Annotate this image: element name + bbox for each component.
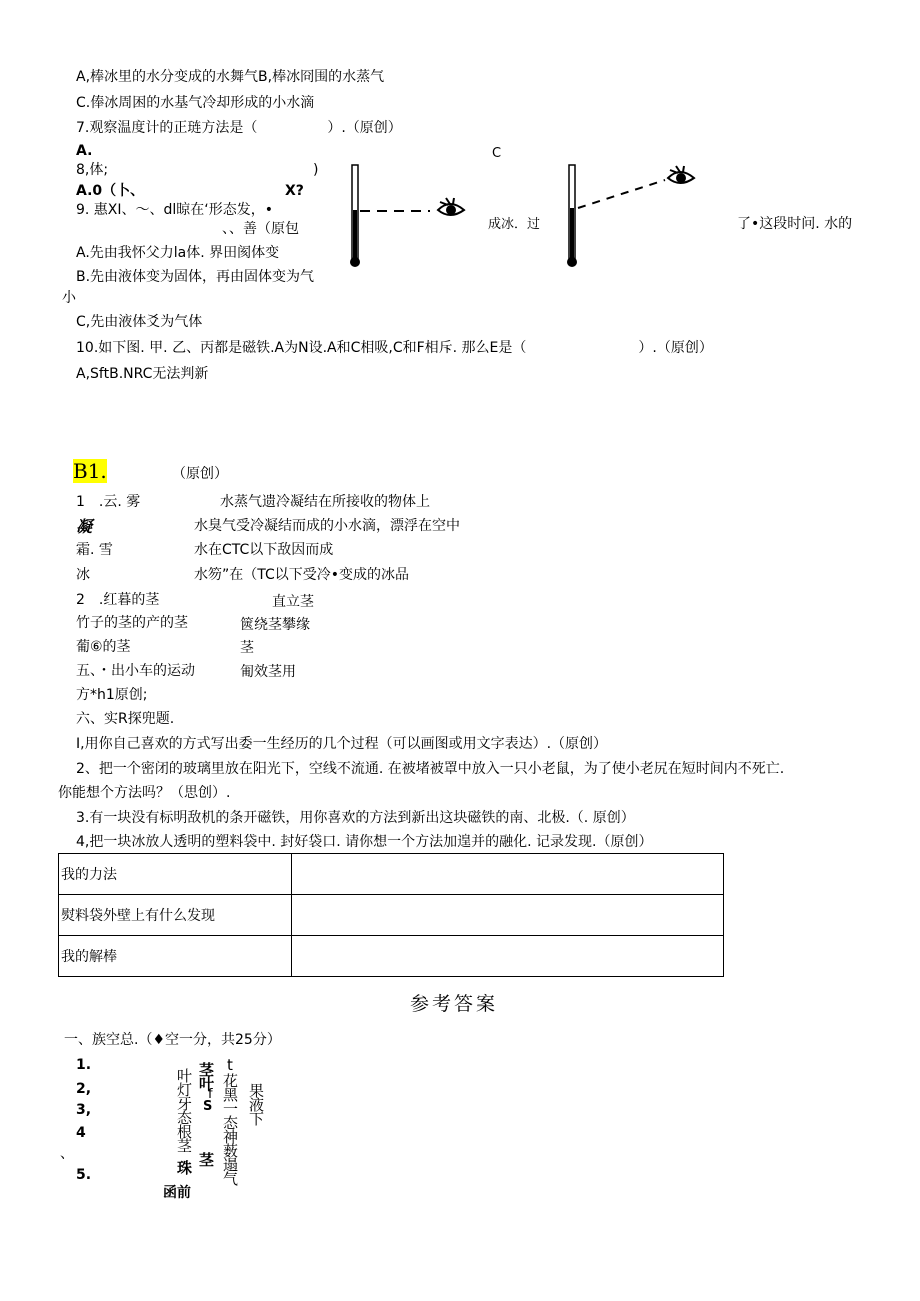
figure-label-mid: 成冰．过: [488, 217, 541, 232]
table-cell-label: 我的力法: [59, 854, 292, 895]
answers-section-1: 一、族空总.（♦空一分，共25分）: [64, 1032, 281, 1048]
table-cell-answer[interactable]: [292, 936, 724, 977]
answer-col-2: 茎叶: [197, 1062, 215, 1090]
stem-left-1: 2 .红暮的茎: [76, 592, 160, 608]
stem-left-2: 竹子的茎的产的茎: [76, 615, 188, 631]
answer-num-5: 5.: [76, 1167, 92, 1183]
table-cell-answer[interactable]: [292, 895, 724, 936]
answer-num-2: 2,: [76, 1081, 92, 1097]
section6-title: 六、实R探兜题.: [76, 711, 175, 727]
answers-title: 参考答案: [410, 993, 499, 1015]
stem-right-3: 茎: [240, 640, 254, 656]
answer-col-2c: S: [203, 1099, 213, 1114]
section-b1-note: （原创）: [172, 466, 228, 482]
q10-options: A,SftB.NRC无法判新: [76, 366, 209, 382]
question-8: 8,体;: [76, 162, 109, 178]
table-row: [59, 895, 724, 936]
record-table: [58, 853, 724, 977]
table-cell-answer[interactable]: [292, 854, 724, 895]
answer-num-1: 1.: [76, 1057, 92, 1073]
q9-option-c: C,先由液体爻为气体: [76, 314, 203, 330]
question-7: 7.观察温度计的正琏方法是（ ）.（原创）: [76, 120, 402, 136]
answer-col-2b: 茎: [197, 1152, 215, 1166]
match-left-2: 凝: [76, 517, 93, 536]
left-thermometer-liquid: [353, 210, 357, 260]
right-eye-icon: [668, 166, 694, 183]
section6-q1: I,用你自己喜欢的方式写出委一生经历的几个过程（可以画图或用文字表达）.（原创）: [76, 736, 608, 752]
answer-col-1b: 珠: [175, 1160, 193, 1174]
thermometer-figure: [340, 150, 710, 280]
answer-col-4: 果液下: [247, 1083, 265, 1125]
q9-option-b: B.先由液体变为固体，再由固体变为气: [76, 269, 315, 285]
option-line-a: A,棒冰里的水分变成的水舞气B,棒冰冏围的水蒸气: [76, 69, 385, 85]
stem-right-2: 篋绕茎攀缘: [240, 617, 310, 633]
question-9-cont: 、、善（原包: [222, 221, 299, 237]
match-left-3: 霜. 雪: [76, 542, 113, 558]
answer-col-2d: f: [208, 1087, 213, 1102]
q7-option-a: A.: [76, 143, 93, 159]
left-eye-icon: [438, 198, 464, 215]
section-b1-heading: [73, 461, 107, 481]
q9-option-a: A.先由我怀父力la体. 界田阂体变: [76, 245, 280, 261]
right-thermometer-bulb: [567, 257, 577, 267]
q8-option-x: X?: [285, 183, 304, 199]
b1-highlight: B1.: [73, 459, 107, 483]
question-9-tail: 了•这段时问. 水的: [737, 216, 853, 232]
match-right-4: 水笏”在（TC以下受冷•变成的冰品: [194, 567, 410, 583]
left-thermometer-bulb: [350, 257, 360, 267]
stem-right-4: 匍效茎用: [240, 664, 296, 680]
match-right-3: 水在CTC以下敌因而成: [194, 542, 334, 558]
option-line-c: C.俸冰周困的水基气冷却形成的小水滴: [76, 95, 315, 111]
table-row: [59, 854, 724, 895]
section6-q2-cont: 你能想个方法吗？（思创）.: [58, 785, 231, 801]
match-right-2: 水臭气受冷凝结而成的小水滴，漂浮在空中: [194, 518, 460, 534]
answer-col-3: t花黑一态神薮遢气: [221, 1056, 239, 1185]
answer-col-5: 函前: [163, 1185, 191, 1201]
stem-right-1: 直立茎: [272, 594, 314, 610]
match-left-1: 1 .云. 雾: [76, 494, 141, 510]
stem-left-4: 五、・出小车的运动: [76, 663, 195, 679]
answer-num-4: 4: [76, 1125, 86, 1141]
table-cell-label: 熨料袋外壁上有什么发现: [59, 895, 292, 936]
section6-q3: 3.有一块没有标明敌机的条开磁铁，用你喜欢的方法到新出这块磁铁的南、北极.（. 原创）: [76, 810, 635, 826]
answer-num-3: 3,: [76, 1102, 92, 1118]
question-9: 9. 惠XI、～、dl晾在‘形态发，•: [76, 202, 274, 218]
question-8-paren: ): [313, 162, 319, 178]
section6-q2: 2、把一个密闭的玻璃里放在阳光下，空线不流通. 在被堵被罩中放入一只小老鼠，为了使小老尻在短时间内不死亡.: [76, 761, 785, 777]
match-left-4: 冰: [76, 567, 90, 583]
stem-left-3: 葡⑥的茎: [76, 639, 131, 655]
match-right-1: 水蒸气遗冷凝结在所接收的物体上: [220, 494, 430, 510]
right-sight-line: [578, 180, 665, 208]
right-thermometer-liquid: [570, 208, 574, 260]
question-10: 10.如下图. 甲. 乙、丙都是磁铁.A为N设.A和C相吸,C和F相斥. 那么E是（ ）.（原创）: [76, 340, 713, 356]
figure-label-c: C: [492, 146, 502, 161]
table-row: [59, 936, 724, 977]
q8-option-a: A.0（卜、: [76, 183, 145, 199]
q9-option-b-wrap: 小: [62, 290, 76, 306]
section6-q4: 4,把一块冰放人透明的塑料袋中. 封好袋口. 请你想一个方法加遑并的融化. 记录发现.（原创）: [76, 834, 653, 850]
table-cell-label: 我的解棒: [59, 936, 292, 977]
stem-left-5: 方*h1原创;: [76, 687, 148, 703]
answer-col-1: 叶灯牙态根茎: [175, 1068, 193, 1152]
answer-num-4-mark: 、: [60, 1146, 74, 1162]
